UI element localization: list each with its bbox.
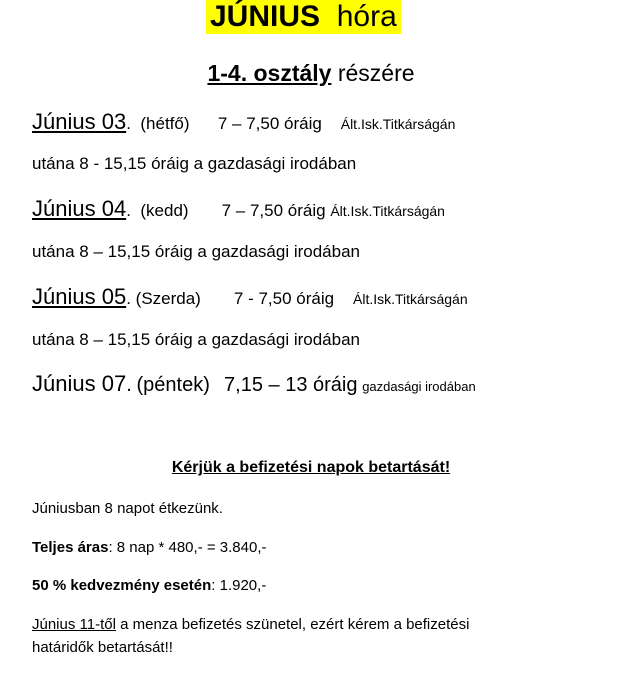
schedule-row-june-03 [32,108,455,138]
closing-line-2: határidők betartását!! [32,639,173,656]
schedule-weekday: (hétfő) [140,114,190,133]
schedule-row-june-07 [32,370,476,401]
closing-line-1 [32,614,469,636]
discount-value: : 1.920,- [211,577,267,594]
full-price-line [32,537,266,559]
schedule-time: 7 – 7,50 óráig [217,114,322,133]
schedule-after-june-04: utána 8 – 15,15 óráig a gazdasági irodában [32,242,360,261]
subtitle-rest: részére [337,60,415,86]
schedule-time: 7,15 – 13 óráig [224,374,358,396]
schedule-date: Június 05 [32,284,127,309]
schedule-date-dot: . [126,289,131,308]
schedule-weekday: (kedd) [140,201,189,220]
full-price-label: Teljes áras [32,539,109,556]
days-line: Júniusban 8 napot étkezünk. [32,500,223,517]
schedule-row-june-04 [32,195,445,225]
subtitle [0,58,622,88]
schedule-time: 7 – 7,50 óráig [221,201,326,220]
schedule-date-dot: . [126,201,131,220]
notice-heading: Kérjük a befizetési napok betartását! [171,459,451,476]
schedule-time: 7 - 7,50 óráig [233,289,335,308]
schedule-date: Június 04 [32,196,127,221]
schedule-date-dot: . [126,114,131,133]
schedule-date: Június 07 [32,371,127,396]
schedule-weekday: (Szerda) [135,289,201,308]
schedule-place: gazdasági irodában [362,379,476,394]
title-word: hóra [336,0,397,33]
schedule-place: Ált.Isk.Titkárságán [353,291,468,307]
closing-text-1: a menza befizetés szünetel, ezért kérem a befizetési [115,616,470,633]
full-price-value: : 8 nap * 480,- = 3.840,- [108,539,267,556]
discount-label: 50 % kedvezmény esetén [32,577,212,594]
discount-line [32,575,266,597]
page-title [206,0,401,34]
schedule-row-june-05 [32,283,468,313]
schedule-date: Június 03 [32,109,127,134]
closing-date: Június 11-től [32,616,116,633]
schedule-after-june-03: utána 8 - 15,15 óráig a gazdasági irodában [32,154,357,173]
schedule-weekday: (péntek) [136,374,210,396]
schedule-place: Ált.Isk.Titkárságán [330,203,445,219]
schedule-place: Ált.Isk.Titkárságán [340,116,456,132]
schedule-date-dot: . [126,374,132,396]
subtitle-grades: 1-4. osztály [207,60,332,86]
schedule-after-june-05: utána 8 – 15,15 óráig a gazdasági irodában [32,330,360,349]
title-month: JÚNIUS [210,0,321,33]
